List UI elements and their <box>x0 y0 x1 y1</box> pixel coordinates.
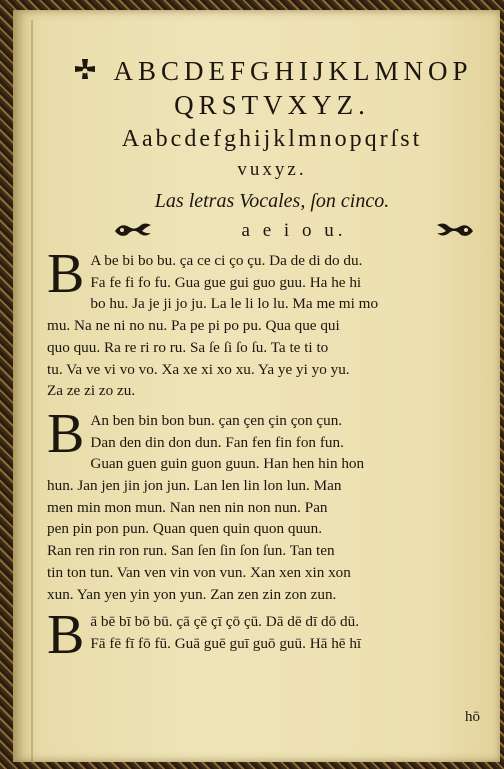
text-line: tin ton tun. Van ven vin von vun. Xan xen xin xon <box>47 563 351 581</box>
text-line: Guan guen guin guon guun. Han hen hin hon <box>90 455 365 473</box>
text-line: A be bi bo bu. ça ce ci ço çu. Da de di do du. <box>90 252 363 269</box>
drop-cap: B <box>47 402 85 465</box>
syllable-paragraph-2 <box>47 402 497 605</box>
vocales-heading: Las letras Vocales, ſon cinco. <box>154 190 390 212</box>
cross-ornament-icon <box>71 57 99 85</box>
text-line: ā bē bī bō bū. çā çē çī çō çū. Dā dē dī dō dū. <box>90 613 359 631</box>
alphabet-lowercase-line-1: Aabcdefghijklmnopqrſst <box>121 126 423 152</box>
text-line: bo hu. Ja je ji jo ju. La le li lo lu. Ma me mi mo <box>90 295 379 313</box>
text-line: men min mon mun. Nan nen nin non nun. Pan <box>47 498 328 516</box>
catchword: hō <box>465 709 480 725</box>
text-line: xun. Yan yen yin yon yun. Zan zen zin zon zun. <box>47 585 337 603</box>
text-line: quo quu. Ra re ri ro ru. Sa ſe ſi ſo ſu. Ta te ti to <box>47 338 329 356</box>
alphabet-upper-text-1: ABCDEFGHIJKLMNOP <box>113 56 473 86</box>
left-fleuron-icon <box>113 221 153 241</box>
alphabet-lowercase-line-2: vuxyz. <box>237 159 307 180</box>
text-line: Fa fe fi fo fu. Gua gue gui guo guu. Ha he hi <box>90 273 362 291</box>
text-line: Dan den din don dun. Fan fen fin fon fun. <box>90 433 344 451</box>
text-line: Ran ren rin ron run. San ſen ſin ſon ſun. Tan ten <box>47 542 335 560</box>
drop-cap: B <box>47 604 85 667</box>
text-line: hun. Jan jen jin jon jun. Lan len lin lon lun. Man <box>47 477 342 495</box>
vowels-row <box>47 216 497 246</box>
text-line: Fā fē fī fō fū. Guā guē guī guō guū. Hā hē hī <box>90 634 362 652</box>
text-line: tu. Va ve vi vo vo. Xa xe xi xo xu. Ya ye yi yo yu. <box>47 360 350 378</box>
drop-cap: B <box>47 243 85 305</box>
alphabet-uppercase-line-1 <box>47 54 497 88</box>
alphabet-uppercase-line-2 <box>47 88 497 122</box>
right-fleuron-icon <box>435 221 475 241</box>
book-page <box>13 10 500 762</box>
syllable-paragraph-1 <box>47 243 497 402</box>
text-line: pen pin pon pun. Quan quen quin quon quun. <box>47 520 323 538</box>
vowels-text: a e i o u. <box>241 220 347 241</box>
text-line: mu. Na ne ni no nu. Pa pe pi po pu. Qua que qui <box>47 317 340 335</box>
alphabet-upper-text-2: QRSTVXYZ. <box>174 90 370 120</box>
text-line: An ben bin bon bun. çan çen çin çon çun. <box>90 411 343 429</box>
text-line: Za ze zi zo zu. <box>47 382 136 400</box>
page-content <box>47 54 497 667</box>
syllable-paragraph-3 <box>47 604 497 667</box>
